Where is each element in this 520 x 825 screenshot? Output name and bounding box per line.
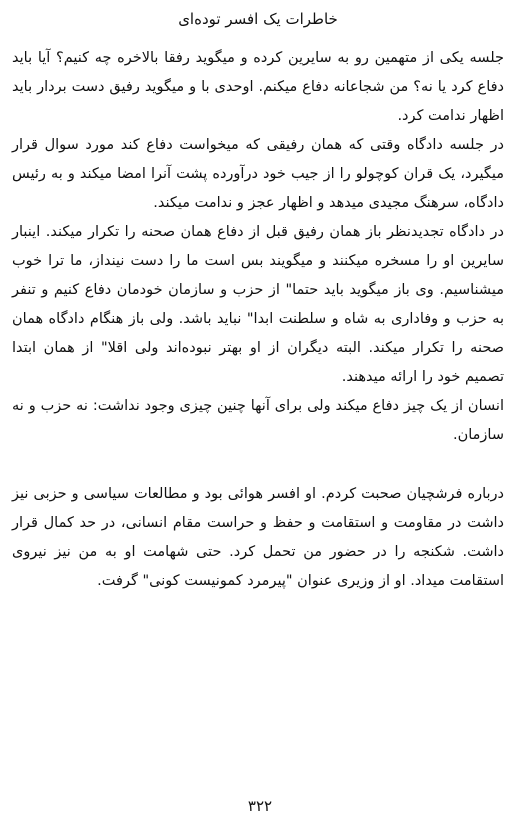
section-gap (12, 450, 504, 480)
paragraph-2: در جلسه دادگاه وقتی که همان رفیقی که میخواست دفاع کند مورد سوال قرار میگیرد، یک قران کوچولو را از جیب خود درآورده پشت آنرا امضا میکند و به رئیس دادگاه، سرهنگ مجیدی میدهد و اظهار عجز و ندامت میکند. (12, 137, 504, 211)
paragraph-1: جلسه یکی از متهمین رو به سایرین کرده و میگوید رفقا بالاخره چه کنیم؟ آیا باید دفاع کرد یا نه؟ من شجاعانه دفاع میکنم. اوحدی با و میگوید رفیق دست بردار باید اظهار ندامت کرد. (12, 50, 504, 124)
paragraph-4: انسان از یک چیز دفاع میکند ولی برای آنها چنین چیزی وجود نداشت: نه حزب و نه سازمان. (12, 398, 504, 443)
running-header: خاطرات یک افسر توده‌ای (178, 10, 338, 28)
page-number: ۳۲۲ (247, 797, 273, 815)
paragraph-3: در دادگاه تجدیدنظر باز همان رفیق قبل از دفاع همان صحنه را تکرار میکند. اینبار سایرین او را مسخره میکنند و میگویند بس است ما را دست نینداز، ما ترا خوب میشناسیم. وی باز میگوید باید حتما" از حزب و سازمان خودمان دفاع کنیم و تنفر به حزب و وفاداری به شاه و سلطنت ابدا" نباید باشد. ولی باز هنگام دادگاه همان صحنه را تکرار میکند. البته دیگران از او بهتر نبوده‌اند ولی اقلا" از همان ابتدا تصمیم خود را ارائه میدهند. (12, 224, 504, 385)
paragraph-5: درباره فرشچیان صحبت کردم. او افسر هوائی بود و مطالعات سیاسی و حزبی نیز داشت در مقاومت و استقامت و حفظ و حراست مقام انسانی، در حد کمال قرار داشت. شکنجه را در حضور من تحمل کرد. حتی شهامت او به من نیز نیروی استقامت میداد. او از وزیری عنوان "پیرمرد کمونیست کونی" گرفت. (12, 486, 504, 589)
